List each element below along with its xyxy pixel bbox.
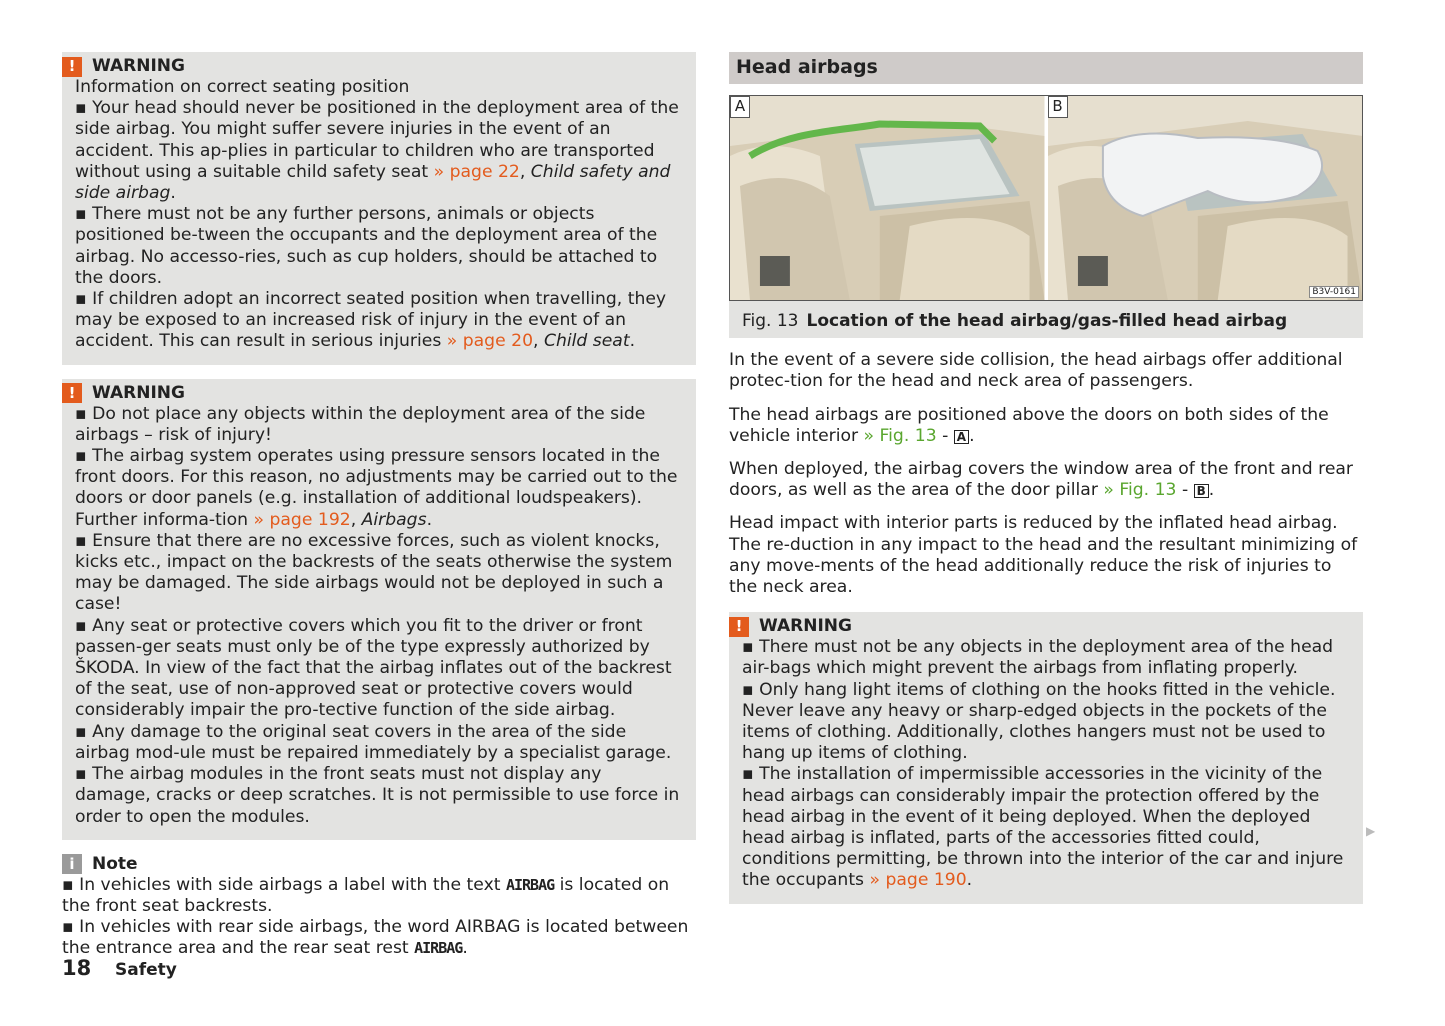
panel-ref-a: A bbox=[954, 430, 969, 444]
warning-bullet: ▪ There must not be any objects in the deployment area of the head air-bags which might prevent the airbags from inflating properly. bbox=[742, 637, 1349, 679]
left-column bbox=[62, 52, 696, 960]
figure-panel-a bbox=[730, 96, 1045, 300]
panel-ref-b: B bbox=[1194, 484, 1209, 498]
warning-title: WARNING bbox=[92, 55, 185, 76]
paragraph: The head airbags are positioned above the doors on both sides of the vehicle interior » Fig. 13 - A . bbox=[729, 404, 1329, 446]
warning-bullet: ▪ There must not be any further persons, animals or objects positioned be-tween the occupants and the deployment area of the airbag. No accesso-ries, such as cup holders, should be attached to the doors. bbox=[75, 204, 682, 289]
right-column bbox=[729, 52, 1363, 904]
figure-caption-text: Location of the head airbag/gas-filled head airbag bbox=[806, 311, 1288, 331]
figure-13 bbox=[729, 95, 1363, 301]
warning-icon: ! bbox=[729, 617, 749, 637]
paragraph: When deployed, the airbag covers the window area of the front and rear doors, as well as the area of the door pillar » Fig. 13 - B . bbox=[729, 459, 1353, 501]
warning-bullet: ▪ Any damage to the original seat covers in the area of the side airbag mod-ule must be repaired immediately by a specialist garage. bbox=[75, 722, 682, 764]
figure-link[interactable]: » Fig. 13 bbox=[863, 425, 937, 446]
car-interior-illustration-a bbox=[730, 96, 1045, 300]
figure-link[interactable]: » Fig. 13 bbox=[1103, 480, 1177, 501]
info-icon: i bbox=[62, 854, 82, 874]
warning-bullet: ▪ Only hang light items of clothing on the hooks fitted in the vehicle. Never leave any heavy or sharp-edged objects in the pockets of the items of clothing. Additionally, clothes hangers must not be used to hang up items of clothing. bbox=[742, 680, 1349, 765]
warning-header bbox=[62, 383, 682, 404]
warning-icon: ! bbox=[62, 57, 82, 77]
paragraph: Head impact with interior parts is reduced by the inflated head airbag. The re-duction in any impact to the head and the resultant minimizing of any move-ments of the head additionally reduce the risk of injuries to the neck area. bbox=[729, 513, 1358, 598]
warning-bullet: ▪ Any seat or protective covers which you fit to the driver or front passen-ger seats must only be of the type expressly authorized by ŠKODA. In view of the fact that the airbag inflates out of the backrest of the seat, use of non-approved seat or protective covers would considerably impair the pro-tective function of the side airbag. bbox=[75, 616, 682, 722]
warning-title: WARNING bbox=[92, 382, 185, 403]
page-link[interactable]: » page 20 bbox=[446, 331, 534, 352]
page-number: 18 bbox=[62, 956, 92, 980]
note-box bbox=[62, 854, 696, 960]
panel-label-a: A bbox=[730, 96, 750, 118]
figure-code: B3V-0161 bbox=[1309, 286, 1359, 298]
car-interior-illustration-b bbox=[1048, 96, 1363, 300]
warning-box-seating bbox=[62, 52, 696, 365]
warning-icon: ! bbox=[62, 383, 82, 403]
figure-panel-b bbox=[1045, 96, 1363, 300]
page-link[interactable]: » page 22 bbox=[433, 161, 520, 182]
warning-box-head-airbags bbox=[729, 612, 1363, 903]
page-footer bbox=[62, 958, 177, 981]
airbag-label: AIRBAG bbox=[414, 939, 463, 958]
warning-bullet: ▪ Ensure that there are no excessive forces, such as violent knocks, kicks etc., impact on the backrests of the seats otherwise the system may be damaged. The side airbags would not be deployed in such a case! bbox=[75, 531, 682, 616]
figure-label: Fig. 13 bbox=[742, 311, 799, 331]
panel-label-b: B bbox=[1048, 96, 1068, 118]
warning-bullet: ▪ The airbag system operates using pressure sensors located in the front doors. For this reason, no adjustments may be carried out to the doors or door panels (e.g. installation of additional loudspeakers). Further informa-tion » page 192, Airbags. bbox=[75, 446, 682, 531]
warning-box-side-airbags bbox=[62, 379, 696, 840]
warning-intro: Information on correct seating position bbox=[75, 77, 410, 97]
section-name: Safety bbox=[115, 960, 177, 980]
note-header bbox=[62, 854, 696, 875]
page-link[interactable]: » page 192 bbox=[253, 509, 351, 530]
section-heading: Head airbags bbox=[729, 52, 1363, 84]
warning-bullet: ▪ The installation of impermissible accessories in the vicinity of the head airbags can considerably impair the protection offered by the head airbag in the event of it being deployed. When the deployed head airbag is inflated, parts of the accessories fitted could, conditions permitting, be thrown into the interior of the car and injure the occupants » page 190. bbox=[742, 764, 1349, 891]
warning-bullet: ▪ If children adopt an incorrect seated position when travelling, they may be exposed to an increased risk of injury in the event of an accident. This can result in serious injuries » page 20, Child seat. bbox=[75, 289, 682, 353]
warning-bullet: ▪ Your head should never be positioned in the deployment area of the side airbag. You might suffer severe injuries in the event of an accident. This ap-plies in particular to children who are transported without using a suitable child safety seat » page 22, Child safety and side airbag. bbox=[75, 98, 682, 204]
warning-bullet: ▪ Do not place any objects within the deployment area of the side airbags – risk of injury! bbox=[75, 404, 682, 446]
note-title: Note bbox=[92, 853, 138, 874]
note-bullet: ▪ In vehicles with side airbags a label with the text AIRBAG is located on the front seat backrests. bbox=[62, 875, 696, 917]
warning-header bbox=[729, 616, 1349, 637]
warning-bullet: ▪ The airbag modules in the front seats must not display any damage, cracks or deep scratches. It is not permissible to use force in order to open the modules. bbox=[75, 764, 682, 828]
continue-arrow-icon: ▶ bbox=[1366, 824, 1376, 838]
warning-title: WARNING bbox=[759, 616, 852, 637]
airbag-label: AIRBAG bbox=[505, 875, 555, 894]
warning-header bbox=[62, 56, 682, 77]
note-bullet: ▪ In vehicles with rear side airbags, the word AIRBAG is located between the entrance area and the rear seat rest AIRBAG. bbox=[62, 917, 696, 959]
figure-caption bbox=[729, 301, 1363, 338]
paragraph: In the event of a severe side collision, the head airbags offer additional protec-tion for the head and neck area of passengers. bbox=[729, 350, 1343, 392]
page-link[interactable]: » page 190 bbox=[869, 870, 967, 891]
